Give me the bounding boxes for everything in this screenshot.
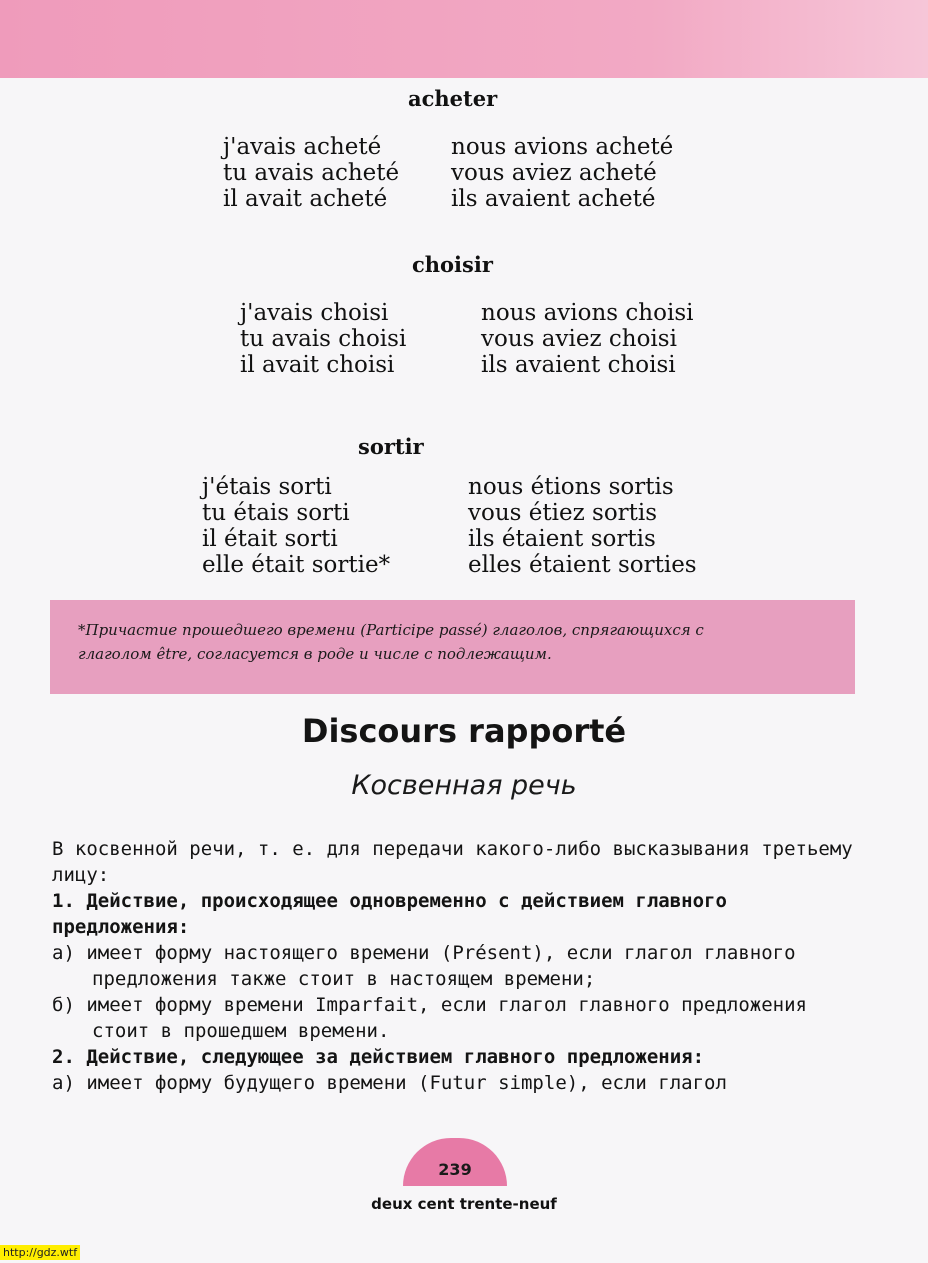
page-number: 239 xyxy=(438,1160,472,1179)
conjugation-line: tu avais acheté xyxy=(223,160,400,186)
conjugation-line: nous étions sortis xyxy=(468,474,674,500)
rule-2-heading: 2. Действие, следующее за действием главного предложения: xyxy=(52,1046,705,1068)
conjugation-line: j'avais choisi xyxy=(240,300,389,326)
conjugation-line: nous avions acheté xyxy=(451,134,674,160)
conjugation-line: tu étais sorti xyxy=(202,500,350,526)
conjugation-line: j'étais sorti xyxy=(202,474,332,500)
verb-title-acheter: acheter xyxy=(408,86,498,111)
conjugation-right-acheter xyxy=(451,134,673,212)
footnote xyxy=(78,618,838,666)
rule-2a: а) имеет форму будущего времени (Futur simple), если глагол xyxy=(52,1072,727,1094)
conjugation-line: j'avais acheté xyxy=(223,134,382,160)
page-number-words: deux cent trente-neuf xyxy=(371,1195,557,1213)
conjugation-left-acheter xyxy=(223,134,399,212)
section-subtitle: Косвенная речь xyxy=(351,770,577,801)
intro-paragraph: В косвенной речи, т. е. для передачи какого-либо высказывания третьему лицу: xyxy=(52,838,853,886)
conjugation-right-sortir xyxy=(468,474,697,578)
conjugation-line: ils avaient choisi xyxy=(481,352,676,378)
conjugation-line: il était sorti xyxy=(202,526,338,552)
conjugation-line: nous avions choisi xyxy=(481,300,694,326)
footnote-line: *Причастие прошедшего времени (Participe passé) глаголов, спрягающихся с xyxy=(78,621,704,639)
verb-title-sortir: sortir xyxy=(358,434,424,459)
verb-title-choisir: choisir xyxy=(412,252,493,277)
section-title: Discours rapporté xyxy=(301,712,627,750)
footnote-line: глаголом être, согласуется в роде и числе с подлежащим. xyxy=(78,645,552,663)
watermark-link[interactable]: http://gdz.wtf xyxy=(0,1245,80,1260)
rule-1b: б) имеет форму времени Imparfait, если глагол главного предложения стоит в прошедшем времени. xyxy=(52,994,807,1042)
conjugation-line: il avait acheté xyxy=(223,186,388,212)
conjugation-line: elles étaient sorties xyxy=(468,552,697,578)
conjugation-line: vous aviez acheté xyxy=(451,160,657,186)
conjugation-left-choisir xyxy=(240,300,406,378)
conjugation-line: tu avais choisi xyxy=(240,326,407,352)
conjugation-right-choisir xyxy=(481,300,693,378)
conjugation-line: ils étaient sortis xyxy=(468,526,656,552)
conjugation-line: il avait choisi xyxy=(240,352,395,378)
conjugation-line: vous étiez sortis xyxy=(468,500,658,526)
rule-1a: а) имеет форму настоящего времени (Présent), если глагол главного предложения также стоит в настоящем времени; xyxy=(52,942,796,990)
rule-1-heading: 1. Действие, происходящее одновременно с действием главного предложения: xyxy=(52,890,727,938)
conjugation-line: elle était sortie* xyxy=(202,552,391,578)
conjugation-line: ils avaient acheté xyxy=(451,186,656,212)
body-text xyxy=(52,836,872,1096)
conjugation-left-sortir xyxy=(202,474,390,578)
conjugation-line: vous aviez choisi xyxy=(481,326,677,352)
top-color-band xyxy=(0,0,928,78)
